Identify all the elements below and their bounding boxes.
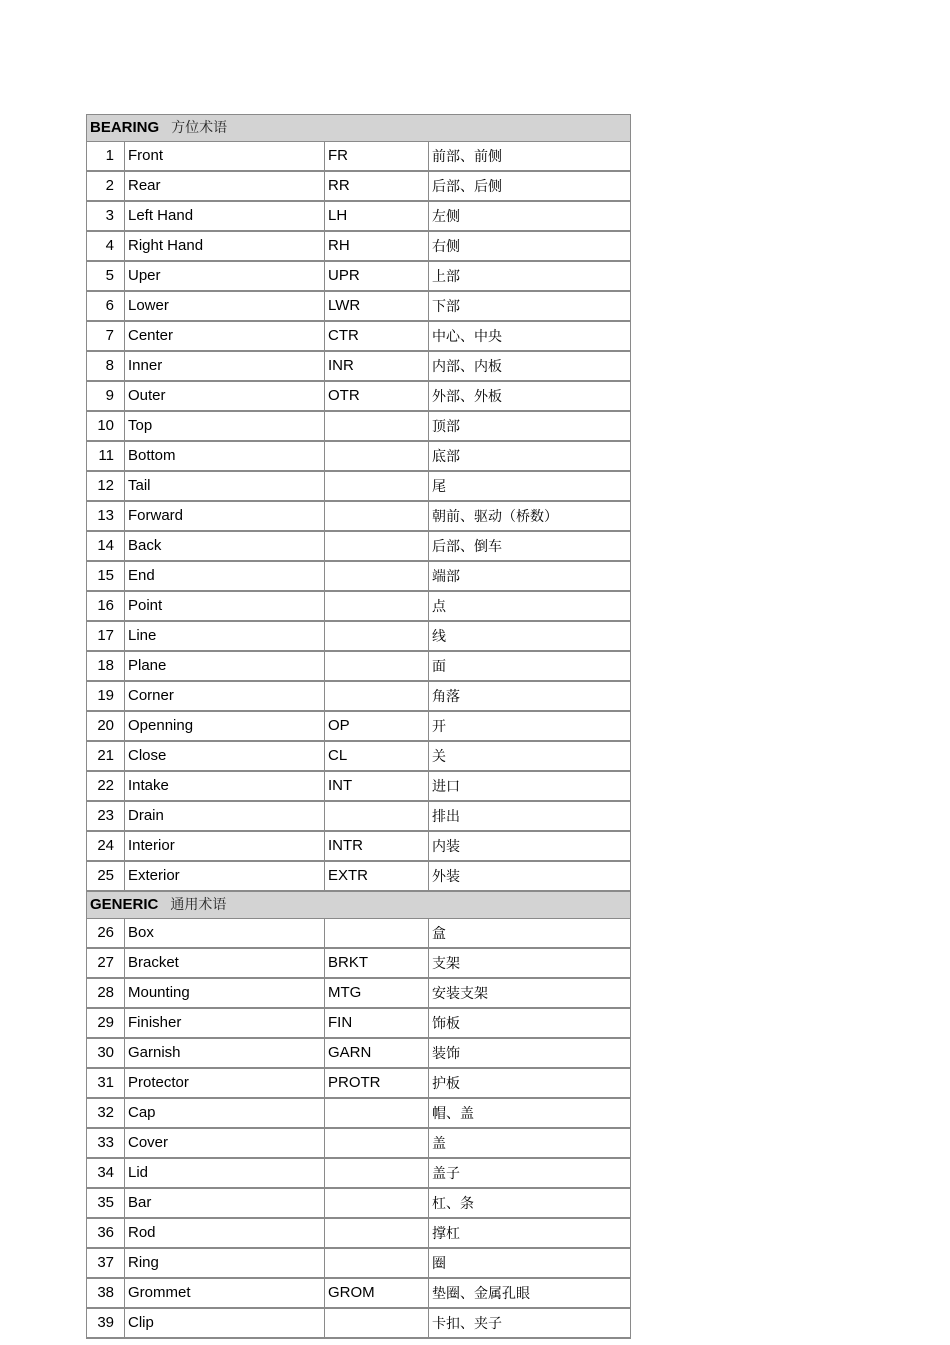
- abbreviation-cell: [325, 1218, 429, 1248]
- abbreviation-cell: GARN: [325, 1038, 429, 1068]
- chinese-term-cell: 卡扣、夹子: [429, 1308, 631, 1338]
- english-term-cell: Back: [125, 531, 325, 561]
- section-title-zh: 方位术语: [171, 120, 228, 136]
- chinese-term-cell: 支架: [429, 948, 631, 978]
- row-number-cell: 16: [87, 591, 125, 621]
- abbreviation-cell: [325, 1248, 429, 1278]
- chinese-term-cell: 排出: [429, 801, 631, 831]
- row-number-cell: 10: [87, 411, 125, 441]
- row-number-cell: 23: [87, 801, 125, 831]
- row-number-cell: 34: [87, 1158, 125, 1188]
- english-term-cell: Protector: [125, 1068, 325, 1098]
- chinese-term-cell: 盒: [429, 919, 631, 949]
- chinese-term-cell: 撑杠: [429, 1218, 631, 1248]
- table-row: [87, 948, 631, 978]
- table-row: [87, 978, 631, 1008]
- section-header-cell: [87, 115, 631, 142]
- chinese-term-cell: 帽、盖: [429, 1098, 631, 1128]
- abbreviation-cell: LH: [325, 201, 429, 231]
- abbreviation-cell: [325, 501, 429, 531]
- row-number-cell: 22: [87, 771, 125, 801]
- english-term-cell: Cap: [125, 1098, 325, 1128]
- chinese-term-cell: 左侧: [429, 201, 631, 231]
- english-term-cell: Garnish: [125, 1038, 325, 1068]
- abbreviation-cell: [325, 1098, 429, 1128]
- english-term-cell: Close: [125, 741, 325, 771]
- row-number-cell: 30: [87, 1038, 125, 1068]
- abbreviation-cell: EXTR: [325, 861, 429, 891]
- section-header-row: [87, 891, 631, 919]
- english-term-cell: Exterior: [125, 861, 325, 891]
- english-term-cell: Point: [125, 591, 325, 621]
- abbreviation-cell: [325, 681, 429, 711]
- row-number-cell: 5: [87, 261, 125, 291]
- english-term-cell: Bracket: [125, 948, 325, 978]
- table-row: [87, 831, 631, 861]
- abbreviation-cell: [325, 801, 429, 831]
- table-row: [87, 201, 631, 231]
- table-row: [87, 919, 631, 949]
- row-number-cell: 2: [87, 171, 125, 201]
- row-number-cell: 15: [87, 561, 125, 591]
- english-term-cell: Lower: [125, 291, 325, 321]
- english-term-cell: Top: [125, 411, 325, 441]
- glossary-table: [86, 114, 631, 1339]
- row-number-cell: 39: [87, 1308, 125, 1338]
- row-number-cell: 20: [87, 711, 125, 741]
- table-row: [87, 351, 631, 381]
- abbreviation-cell: GROM: [325, 1278, 429, 1308]
- english-term-cell: Center: [125, 321, 325, 351]
- chinese-term-cell: 右侧: [429, 231, 631, 261]
- english-term-cell: Box: [125, 919, 325, 949]
- abbreviation-cell: OTR: [325, 381, 429, 411]
- table-row: [87, 1068, 631, 1098]
- english-term-cell: Intake: [125, 771, 325, 801]
- abbreviation-cell: PROTR: [325, 1068, 429, 1098]
- section-header-row: [87, 115, 631, 142]
- chinese-term-cell: 前部、前侧: [429, 142, 631, 172]
- abbreviation-cell: OP: [325, 711, 429, 741]
- chinese-term-cell: 底部: [429, 441, 631, 471]
- row-number-cell: 19: [87, 681, 125, 711]
- abbreviation-cell: [325, 1188, 429, 1218]
- row-number-cell: 4: [87, 231, 125, 261]
- table-row: [87, 291, 631, 321]
- english-term-cell: Corner: [125, 681, 325, 711]
- chinese-term-cell: 点: [429, 591, 631, 621]
- chinese-term-cell: 内装: [429, 831, 631, 861]
- table-row: [87, 861, 631, 891]
- english-term-cell: Outer: [125, 381, 325, 411]
- abbreviation-cell: LWR: [325, 291, 429, 321]
- table-row: [87, 1038, 631, 1068]
- abbreviation-cell: [325, 411, 429, 441]
- table-row: [87, 1128, 631, 1158]
- row-number-cell: 14: [87, 531, 125, 561]
- table-row: [87, 531, 631, 561]
- abbreviation-cell: INT: [325, 771, 429, 801]
- row-number-cell: 36: [87, 1218, 125, 1248]
- chinese-term-cell: 下部: [429, 291, 631, 321]
- abbreviation-cell: RH: [325, 231, 429, 261]
- abbreviation-cell: [325, 531, 429, 561]
- chinese-term-cell: 内部、内板: [429, 351, 631, 381]
- row-number-cell: 25: [87, 861, 125, 891]
- table-row: [87, 1188, 631, 1218]
- table-row: [87, 1308, 631, 1338]
- english-term-cell: Bar: [125, 1188, 325, 1218]
- table-row: [87, 1098, 631, 1128]
- chinese-term-cell: 圈: [429, 1248, 631, 1278]
- section-title-en: GENERIC: [90, 896, 159, 913]
- chinese-term-cell: 安装支架: [429, 978, 631, 1008]
- chinese-term-cell: 后部、后侧: [429, 171, 631, 201]
- abbreviation-cell: BRKT: [325, 948, 429, 978]
- table-row: [87, 321, 631, 351]
- table-row: [87, 471, 631, 501]
- english-term-cell: Left Hand: [125, 201, 325, 231]
- row-number-cell: 31: [87, 1068, 125, 1098]
- table-row: [87, 231, 631, 261]
- table-row: [87, 771, 631, 801]
- abbreviation-cell: [325, 1158, 429, 1188]
- chinese-term-cell: 饰板: [429, 1008, 631, 1038]
- english-term-cell: Cover: [125, 1128, 325, 1158]
- abbreviation-cell: FIN: [325, 1008, 429, 1038]
- chinese-term-cell: 盖: [429, 1128, 631, 1158]
- chinese-term-cell: 杠、条: [429, 1188, 631, 1218]
- row-number-cell: 13: [87, 501, 125, 531]
- row-number-cell: 38: [87, 1278, 125, 1308]
- chinese-term-cell: 中心、中央: [429, 321, 631, 351]
- row-number-cell: 1: [87, 142, 125, 172]
- english-term-cell: Front: [125, 142, 325, 172]
- chinese-term-cell: 面: [429, 651, 631, 681]
- english-term-cell: Lid: [125, 1158, 325, 1188]
- row-number-cell: 8: [87, 351, 125, 381]
- abbreviation-cell: RR: [325, 171, 429, 201]
- english-term-cell: Mounting: [125, 978, 325, 1008]
- table-row: [87, 1248, 631, 1278]
- section-title-en: BEARING: [90, 119, 160, 136]
- table-row: [87, 1278, 631, 1308]
- row-number-cell: 12: [87, 471, 125, 501]
- abbreviation-cell: [325, 471, 429, 501]
- english-term-cell: Ring: [125, 1248, 325, 1278]
- abbreviation-cell: CTR: [325, 321, 429, 351]
- row-number-cell: 21: [87, 741, 125, 771]
- chinese-term-cell: 外装: [429, 861, 631, 891]
- english-term-cell: Right Hand: [125, 231, 325, 261]
- english-term-cell: Plane: [125, 651, 325, 681]
- row-number-cell: 35: [87, 1188, 125, 1218]
- row-number-cell: 29: [87, 1008, 125, 1038]
- table-row: [87, 801, 631, 831]
- english-term-cell: Uper: [125, 261, 325, 291]
- row-number-cell: 6: [87, 291, 125, 321]
- english-term-cell: End: [125, 561, 325, 591]
- table-row: [87, 681, 631, 711]
- table-row: [87, 381, 631, 411]
- table-row: [87, 1158, 631, 1188]
- chinese-term-cell: 装饰: [429, 1038, 631, 1068]
- abbreviation-cell: INR: [325, 351, 429, 381]
- abbreviation-cell: FR: [325, 142, 429, 172]
- table-row: [87, 1218, 631, 1248]
- table-row: [87, 411, 631, 441]
- row-number-cell: 24: [87, 831, 125, 861]
- chinese-term-cell: 外部、外板: [429, 381, 631, 411]
- english-term-cell: Rear: [125, 171, 325, 201]
- row-number-cell: 27: [87, 948, 125, 978]
- chinese-term-cell: 尾: [429, 471, 631, 501]
- abbreviation-cell: [325, 441, 429, 471]
- row-number-cell: 18: [87, 651, 125, 681]
- chinese-term-cell: 垫圈、金属孔眼: [429, 1278, 631, 1308]
- chinese-term-cell: 盖子: [429, 1158, 631, 1188]
- table-row: [87, 621, 631, 651]
- english-term-cell: Clip: [125, 1308, 325, 1338]
- abbreviation-cell: CL: [325, 741, 429, 771]
- english-term-cell: Drain: [125, 801, 325, 831]
- english-term-cell: Inner: [125, 351, 325, 381]
- table-row: [87, 441, 631, 471]
- table-row: [87, 171, 631, 201]
- abbreviation-cell: [325, 919, 429, 949]
- table-row: [87, 651, 631, 681]
- table-row: [87, 142, 631, 172]
- english-term-cell: Rod: [125, 1218, 325, 1248]
- table-row: [87, 591, 631, 621]
- table-row: [87, 561, 631, 591]
- section-title-zh: 通用术语: [170, 897, 227, 913]
- chinese-term-cell: 进口: [429, 771, 631, 801]
- row-number-cell: 17: [87, 621, 125, 651]
- abbreviation-cell: [325, 1308, 429, 1338]
- glossary-table-body: [87, 115, 631, 1339]
- chinese-term-cell: 线: [429, 621, 631, 651]
- table-row: [87, 1008, 631, 1038]
- chinese-term-cell: 上部: [429, 261, 631, 291]
- abbreviation-cell: [325, 561, 429, 591]
- table-row: [87, 711, 631, 741]
- table-row: [87, 261, 631, 291]
- row-number-cell: 32: [87, 1098, 125, 1128]
- english-term-cell: Grommet: [125, 1278, 325, 1308]
- chinese-term-cell: 开: [429, 711, 631, 741]
- chinese-term-cell: 顶部: [429, 411, 631, 441]
- chinese-term-cell: 后部、倒车: [429, 531, 631, 561]
- row-number-cell: 11: [87, 441, 125, 471]
- row-number-cell: 33: [87, 1128, 125, 1158]
- table-row: [87, 501, 631, 531]
- english-term-cell: Tail: [125, 471, 325, 501]
- row-number-cell: 37: [87, 1248, 125, 1278]
- chinese-term-cell: 关: [429, 741, 631, 771]
- english-term-cell: Forward: [125, 501, 325, 531]
- chinese-term-cell: 端部: [429, 561, 631, 591]
- chinese-term-cell: 朝前、驱动（桥数）: [429, 501, 631, 531]
- english-term-cell: Finisher: [125, 1008, 325, 1038]
- row-number-cell: 26: [87, 919, 125, 949]
- abbreviation-cell: [325, 1128, 429, 1158]
- abbreviation-cell: [325, 651, 429, 681]
- abbreviation-cell: [325, 591, 429, 621]
- abbreviation-cell: INTR: [325, 831, 429, 861]
- section-header-cell: [87, 891, 631, 919]
- english-term-cell: Interior: [125, 831, 325, 861]
- english-term-cell: Bottom: [125, 441, 325, 471]
- english-term-cell: Openning: [125, 711, 325, 741]
- english-term-cell: Line: [125, 621, 325, 651]
- chinese-term-cell: 护板: [429, 1068, 631, 1098]
- abbreviation-cell: MTG: [325, 978, 429, 1008]
- chinese-term-cell: 角落: [429, 681, 631, 711]
- table-row: [87, 741, 631, 771]
- row-number-cell: 28: [87, 978, 125, 1008]
- row-number-cell: 3: [87, 201, 125, 231]
- abbreviation-cell: [325, 621, 429, 651]
- abbreviation-cell: UPR: [325, 261, 429, 291]
- row-number-cell: 9: [87, 381, 125, 411]
- row-number-cell: 7: [87, 321, 125, 351]
